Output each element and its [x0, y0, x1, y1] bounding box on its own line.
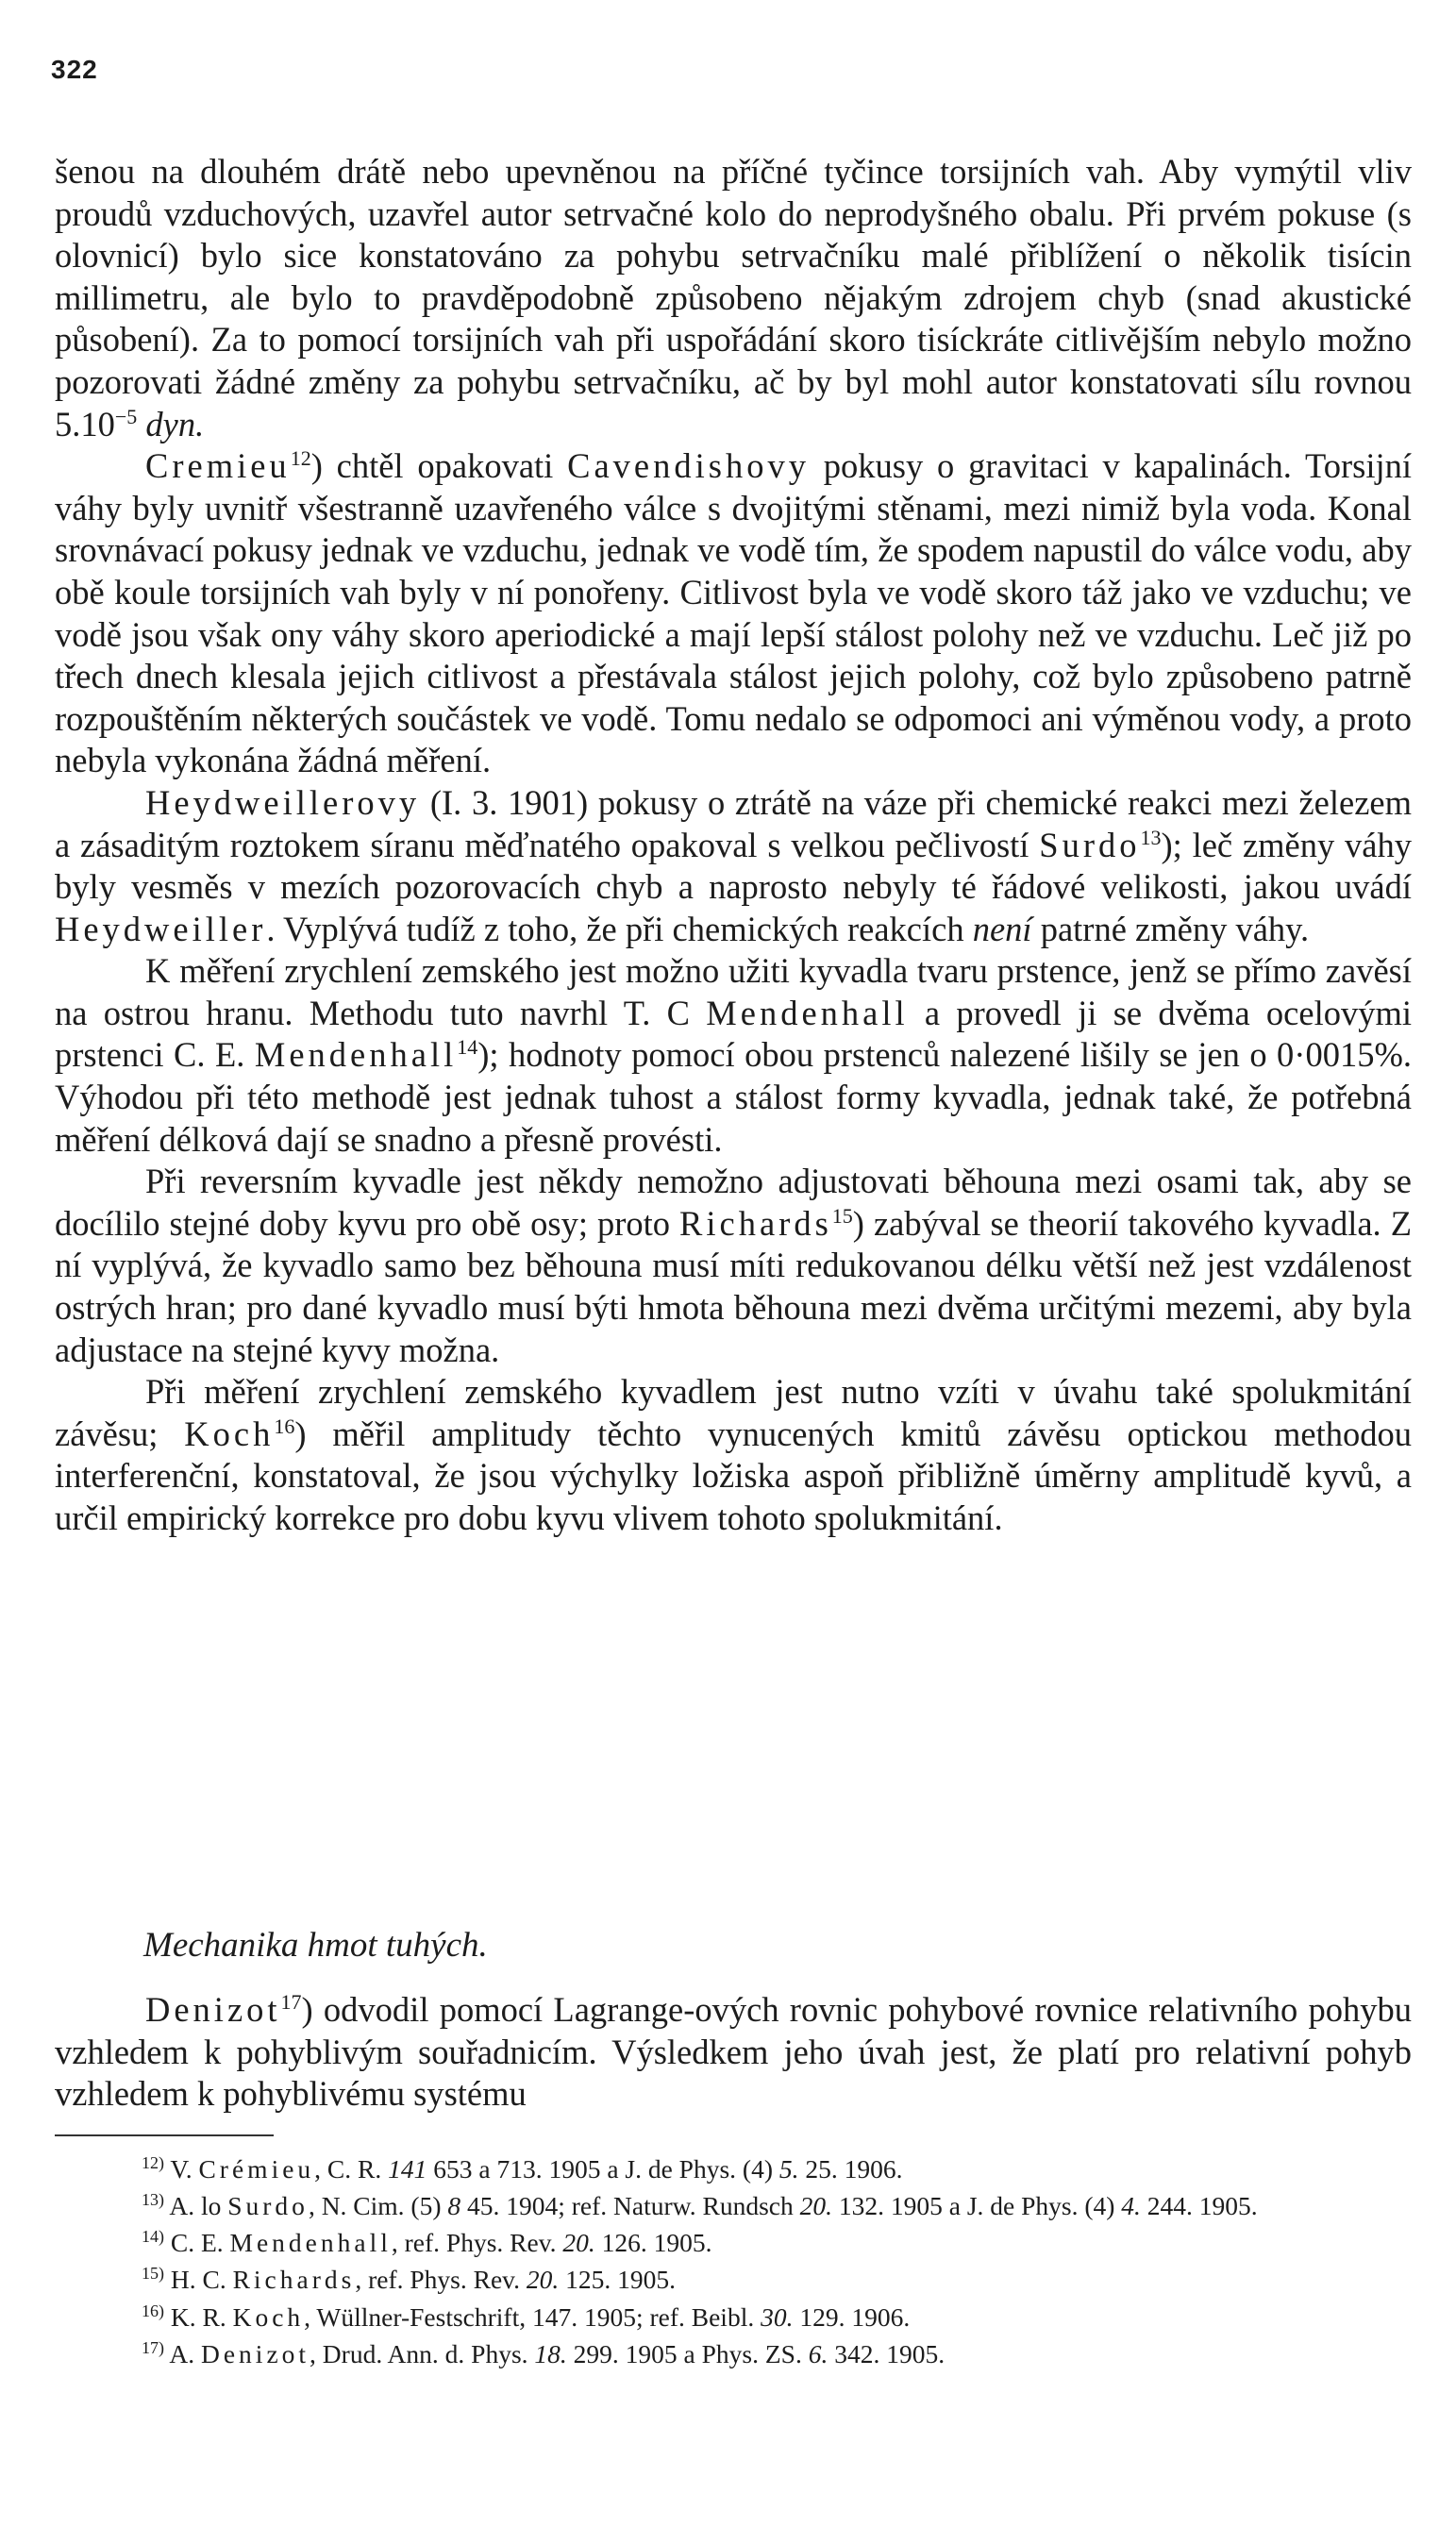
spaced-name: Mendenhall — [706, 993, 909, 1032]
text-run: ); hodnoty pomocí obou prstenců nalezené lišily se jen o 0·0015%. Výhodou při této methodě jest jednak tuhost a stálost formy kyvadla, jednak také, že potřebná měření délková dají se snadno a přesně provésti. — [55, 1035, 1412, 1159]
paragraph-2 — [55, 445, 1412, 782]
footnote-text — [170, 2154, 902, 2184]
text-run: V. — [170, 2154, 199, 2184]
spaced-name: Heydweillerovy — [145, 782, 421, 822]
spaced-name: Denizot — [200, 2338, 310, 2368]
footnote-rule — [55, 2134, 274, 2136]
footnote-16 — [55, 2296, 1412, 2333]
section-heading: Mechanika hmot tuhých. — [143, 1926, 488, 1965]
text-run: ) zabýval se theorií takového kyvadla. Z ní vyplývá, že kyvadlo samo bez běhouna musí míti redukovanou délku větší než jest vzdálenost ostrých hran; pro dané kyvadlo musí býti hmota běhouna mezi dvěma určitými mezemi, aby byla adjustace na stejné kyvy možna. — [55, 1203, 1412, 1369]
text-run: , Drud. Ann. d. Phys. — [310, 2338, 535, 2368]
spaced-name: Cavendishovy — [567, 446, 810, 486]
reference-mark: 12 — [290, 446, 311, 470]
paragraph-1 — [55, 151, 1412, 445]
footnote-17 — [55, 2333, 1412, 2369]
italic-text: 20. — [526, 2265, 560, 2295]
footnote-mark: 13) — [142, 2190, 164, 2210]
spaced-name: Mendenhall — [254, 1035, 458, 1075]
reference-mark: −5 — [114, 404, 138, 428]
footnote-14 — [55, 2221, 1412, 2258]
italic-text: 20. — [799, 2191, 832, 2221]
footnotes — [55, 2148, 1412, 2369]
reference-mark: 17 — [280, 1989, 302, 2014]
italic-text: 30. — [761, 2301, 794, 2332]
text-run: A. lo — [169, 2191, 228, 2221]
italic-text: 4. — [1121, 2191, 1141, 2221]
spaced-name: Surdo — [1039, 825, 1141, 864]
footnote-12 — [55, 2148, 1412, 2184]
spaced-name: Richards — [232, 2265, 356, 2295]
text-run: A. — [169, 2338, 201, 2368]
spaced-name: Cremieu — [145, 446, 291, 486]
italic-text: není — [972, 909, 1032, 948]
text-run: 129. 1906. — [793, 2301, 911, 2332]
spaced-name: Koch — [184, 1414, 275, 1453]
text-run: (I. 3. 1901) pokusy o ztrátě na váze při chemické reakci mezi železem a zásaditým roztokem síranu měďnatého opakoval s velkou pečlivostí — [55, 782, 1412, 864]
footnote-mark: 14) — [142, 2227, 164, 2247]
reference-mark: 15 — [831, 1203, 853, 1228]
paragraph-6 — [55, 1371, 1412, 1539]
spaced-name: Heydweiller — [55, 909, 267, 948]
spaced-name: Mendenhall — [229, 2228, 392, 2258]
italic-text: 141 — [388, 2154, 427, 2184]
text-run: , C. R. — [314, 2154, 389, 2184]
text-run: pokusy o gravitaci v kapalinách. Torsijní váhy byly uvnitř všestranně uzavřeného válce s dvojitými stěnami, mezi nimiž byla voda. Konal srovnávací pokusy jednak ve vzduchu, jednak ve vodě tím, že spodem napustil do válce vodu, aby obě koule torsijních vah byly v ní ponořeny. Citlivost byla ve vodě skoro táž jako ve vzduchu; ve vodě jsou však ony váhy skoro aperiodické a mají lepší stálost polohy než ve vzduchu. Leč již po třech dnech klesala jejich citlivost a přestávala stálost jejich polohy, což bylo způsobeno patrně rozpouštěním některých součástek ve vodě. Tomu nedalo se odpomoci ani výměnou vody, a proto nebyla vykonána žádná měření. — [55, 446, 1412, 780]
text-run: Při měření zrychlení zemského kyvadlem jest nutno vzíti v úvahu také spolukmitání závěsu; — [55, 1372, 1412, 1453]
text-run: K. R. — [170, 2301, 233, 2332]
text-run: K měření zrychlení zemského jest možno užiti kyvadla tvaru prstence, jenž se přímo zavěsí na ostrou hranu. Methodu tuto navrhl T. C — [55, 951, 1412, 1032]
text-run: ) odvodil pomocí Lagrange-ových rovnic pohybové rovnice relativního pohybu vzhledem k pohyblivým souřadnicím. Výsledkem jeho úvah jest, že platí pro relativní pohyb vzhledem k pohyblivému systému — [55, 1990, 1412, 2114]
text-run: 125. 1905. — [559, 2265, 676, 2295]
italic-text: 20. — [562, 2228, 595, 2258]
text-run: 244. 1905. — [1140, 2191, 1258, 2221]
text-run: ) chtěl opakovati — [310, 446, 568, 486]
footnote-mark: 17) — [142, 2337, 164, 2357]
footnote-mark: 15) — [142, 2264, 164, 2284]
italic-text: dyn. — [145, 404, 205, 443]
text-run: ) měřil amplitudy těchto vynucených kmitů závěsu optickou methodou interferenční, konstatoval, že jsou výchylky ložiska aspoň přibližně úměrny amplitudě kyvů, a určil empirický korrekce pro dobu kyvu vlivem tohoto spolukmitání. — [55, 1414, 1412, 1537]
text-run: ); leč změny váhy byly vesměs v mezích pozorovacích chyb a naprosto nebyly té řádové velikosti, jakou uvádí — [55, 825, 1412, 907]
text-run: C. E. — [170, 2228, 230, 2258]
italic-text: 6. — [808, 2338, 828, 2368]
footnote-13 — [55, 2184, 1412, 2221]
text-run: , ref. Phys. Rev. — [391, 2228, 563, 2258]
italic-text: 5. — [778, 2154, 799, 2184]
spaced-name: Koch — [232, 2301, 305, 2332]
text-run: Při reversním kyvadle jest někdy nemožno adjustovati běhouna mezi osami tak, aby se docílilo stejné doby kyvu pro obě osy; proto — [55, 1162, 1412, 1243]
text-run: 299. 1905 a Phys. ZS. — [566, 2338, 809, 2368]
text-run: 653 a 713. 1905 a J. de Phys. (4) — [427, 2154, 779, 2184]
main-text — [55, 151, 1412, 1540]
paragraph-3 — [55, 782, 1412, 950]
text-run: 132. 1905 a J. de Phys. (4) — [831, 2191, 1122, 2221]
text-run: 45. 1904; ref. Naturw. Rundsch — [460, 2191, 800, 2221]
text-run: , ref. Phys. Rev. — [355, 2265, 527, 2295]
spaced-name: Surdo — [227, 2191, 309, 2221]
spaced-name: Crémieu — [198, 2154, 315, 2184]
text-run: , Wüllner-Festschrift, 147. 1905; ref. Beibl. — [304, 2301, 761, 2332]
reference-mark: 16 — [274, 1414, 295, 1438]
italic-text: 8 — [447, 2191, 461, 2221]
italic-text: 18. — [534, 2338, 567, 2368]
text-run: H. C. — [170, 2265, 233, 2295]
text-run: 126. 1905. — [594, 2228, 712, 2258]
footnote-text — [171, 2266, 676, 2295]
footnote-mark: 16) — [142, 2301, 164, 2320]
reference-mark: 13 — [1140, 825, 1162, 849]
spaced-name: Denizot — [145, 1990, 281, 2029]
footnote-text — [171, 2228, 712, 2257]
paragraph-5 — [55, 1161, 1412, 1371]
footnote-15 — [55, 2258, 1412, 2295]
footnote-text — [169, 2191, 1257, 2220]
page-number: 322 — [51, 55, 98, 84]
footnote-text — [171, 2302, 910, 2332]
text-run: 342. 1905. — [828, 2338, 946, 2368]
reference-mark: 14 — [457, 1035, 478, 1060]
text-run: a provedl ji se dvěma ocelovými prstenci C. E. — [55, 993, 1412, 1075]
text-run: patrné změny váhy. — [1031, 909, 1310, 948]
text-run: 25. 1906. — [798, 2154, 903, 2184]
footnote-text — [169, 2339, 945, 2368]
footnote-mark: 12) — [142, 2153, 164, 2172]
text-run: , N. Cim. (5) — [308, 2191, 448, 2221]
paragraph-7 — [55, 1989, 1412, 2116]
paragraph-4 — [55, 950, 1412, 1161]
text-run: šenou na dlouhém drátě nebo upevněnou na příčné tyčince torsijních vah. Aby vymýtil vliv proudů vzduchových, uzavřel autor setrvačné kolo do neprodyšného obalu. Při prvém pokuse (s olovnicí) bylo sice konstatováno za pohybu setrvačníku malé přiblížení o několik tisícin millimetru, ale bylo to pravděpodobně způsobeno nějakým zdrojem chyb (snad akustické působení). Za to pomocí torsijních vah při uspořádání skoro tisíckráte citlivějším nebylo možno pozorovati žádné změny za pohybu setrvačníku, ač by byl mohl autor konstatovati sílu rovnou 5.10 — [55, 152, 1412, 443]
spaced-name: Richards — [679, 1203, 832, 1243]
section-text — [55, 1989, 1412, 2116]
text-run: . Vyplývá tudíž z toho, že při chemických reakcích — [266, 909, 973, 948]
